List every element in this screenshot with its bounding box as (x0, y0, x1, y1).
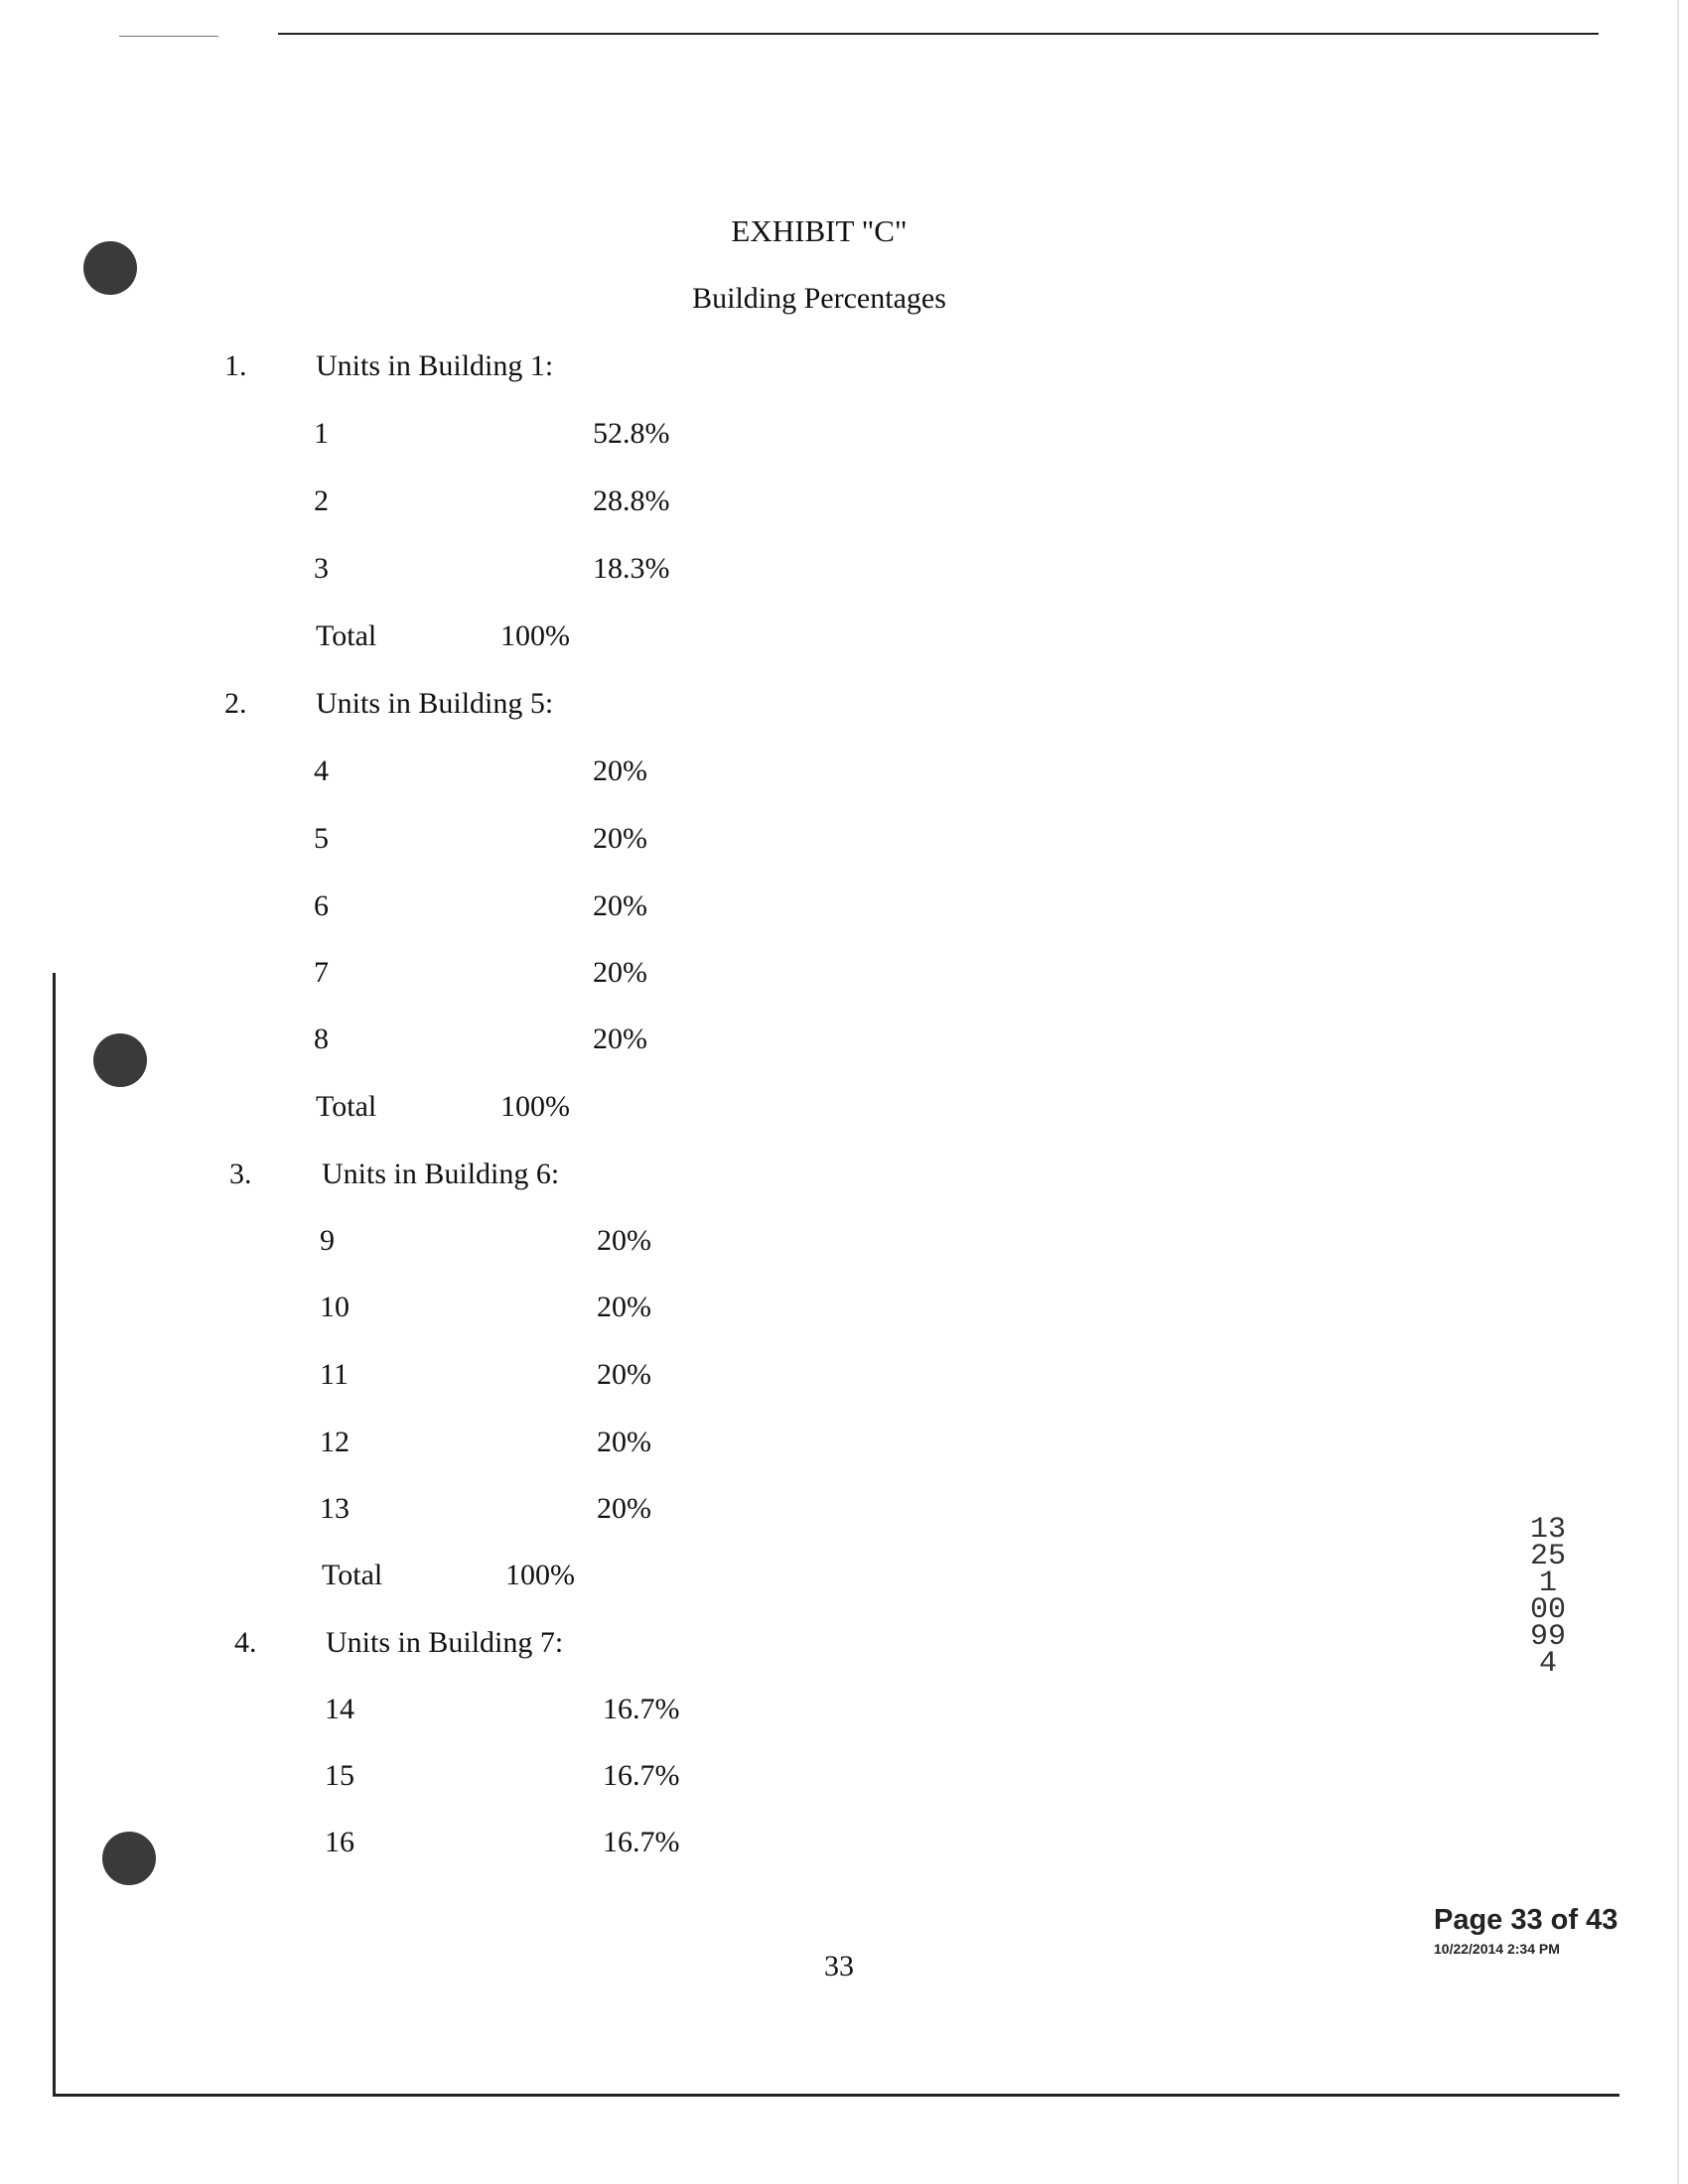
stamp-page-count: Page 33 of 43 (1434, 1904, 1618, 1936)
total-label: Total (316, 1090, 377, 1123)
unit-percentage: 16.7% (603, 1826, 680, 1858)
section-heading: Units in Building 6: (322, 1158, 560, 1190)
total-value: 100% (505, 1559, 575, 1591)
punch-hole-middle (93, 1033, 147, 1087)
unit-percentage: 20% (593, 754, 647, 787)
unit-percentage: 52.8% (593, 417, 670, 450)
unit-number: 6 (314, 889, 329, 922)
unit-number: 2 (314, 484, 329, 517)
section-number: 4. (234, 1626, 257, 1659)
unit-percentage: 20% (593, 889, 647, 922)
unit-percentage: 28.8% (593, 484, 670, 517)
unit-number: 15 (325, 1759, 354, 1792)
page-number: 33 (824, 1950, 854, 1982)
top-rule (278, 33, 1599, 35)
section-number: 3. (229, 1158, 252, 1190)
section-heading: Units in Building 1: (316, 349, 554, 382)
right-edge-shadow (1677, 0, 1679, 2184)
unit-number: 10 (320, 1291, 350, 1323)
unit-number: 5 (314, 822, 329, 855)
section-heading: Units in Building 5: (316, 687, 554, 720)
section-number: 2. (224, 687, 247, 720)
exhibit-title: EXHIBIT "C" (731, 213, 908, 248)
unit-number: 12 (320, 1426, 350, 1458)
unit-number: 3 (314, 552, 329, 585)
unit-percentage: 20% (593, 956, 647, 989)
unit-number: 16 (325, 1826, 354, 1858)
unit-percentage: 16.7% (603, 1759, 680, 1792)
recording-code: 13251 00994 (1530, 1513, 1567, 1681)
unit-percentage: 20% (593, 822, 647, 855)
unit-number: 1 (314, 417, 329, 450)
unit-percentage: 20% (597, 1492, 651, 1525)
unit-percentage: 20% (597, 1358, 651, 1391)
unit-number: 9 (320, 1224, 335, 1257)
unit-percentage: 20% (593, 1023, 647, 1055)
unit-percentage: 18.3% (593, 552, 670, 585)
top-rule-fragment (119, 36, 218, 37)
exhibit-subtitle: Building Percentages (692, 282, 946, 315)
left-margin-rule (53, 973, 56, 2097)
unit-number: 7 (314, 956, 329, 989)
unit-percentage: 16.7% (603, 1693, 680, 1725)
section-number: 1. (224, 349, 247, 382)
unit-number: 8 (314, 1023, 329, 1055)
stamp-datetime: 10/22/2014 2:34 PM (1434, 1941, 1560, 1957)
total-value: 100% (500, 1090, 570, 1123)
unit-percentage: 20% (597, 1224, 651, 1257)
total-label: Total (322, 1559, 383, 1591)
unit-percentage: 20% (597, 1291, 651, 1323)
unit-percentage: 20% (597, 1426, 651, 1458)
total-value: 100% (500, 619, 570, 652)
unit-number: 4 (314, 754, 329, 787)
unit-number: 13 (320, 1492, 350, 1525)
section-heading: Units in Building 7: (326, 1626, 564, 1659)
unit-number: 14 (325, 1693, 354, 1725)
bottom-rule (53, 2094, 1619, 2097)
punch-hole-bottom (102, 1832, 156, 1885)
total-label: Total (316, 619, 377, 652)
unit-number: 11 (320, 1358, 349, 1391)
